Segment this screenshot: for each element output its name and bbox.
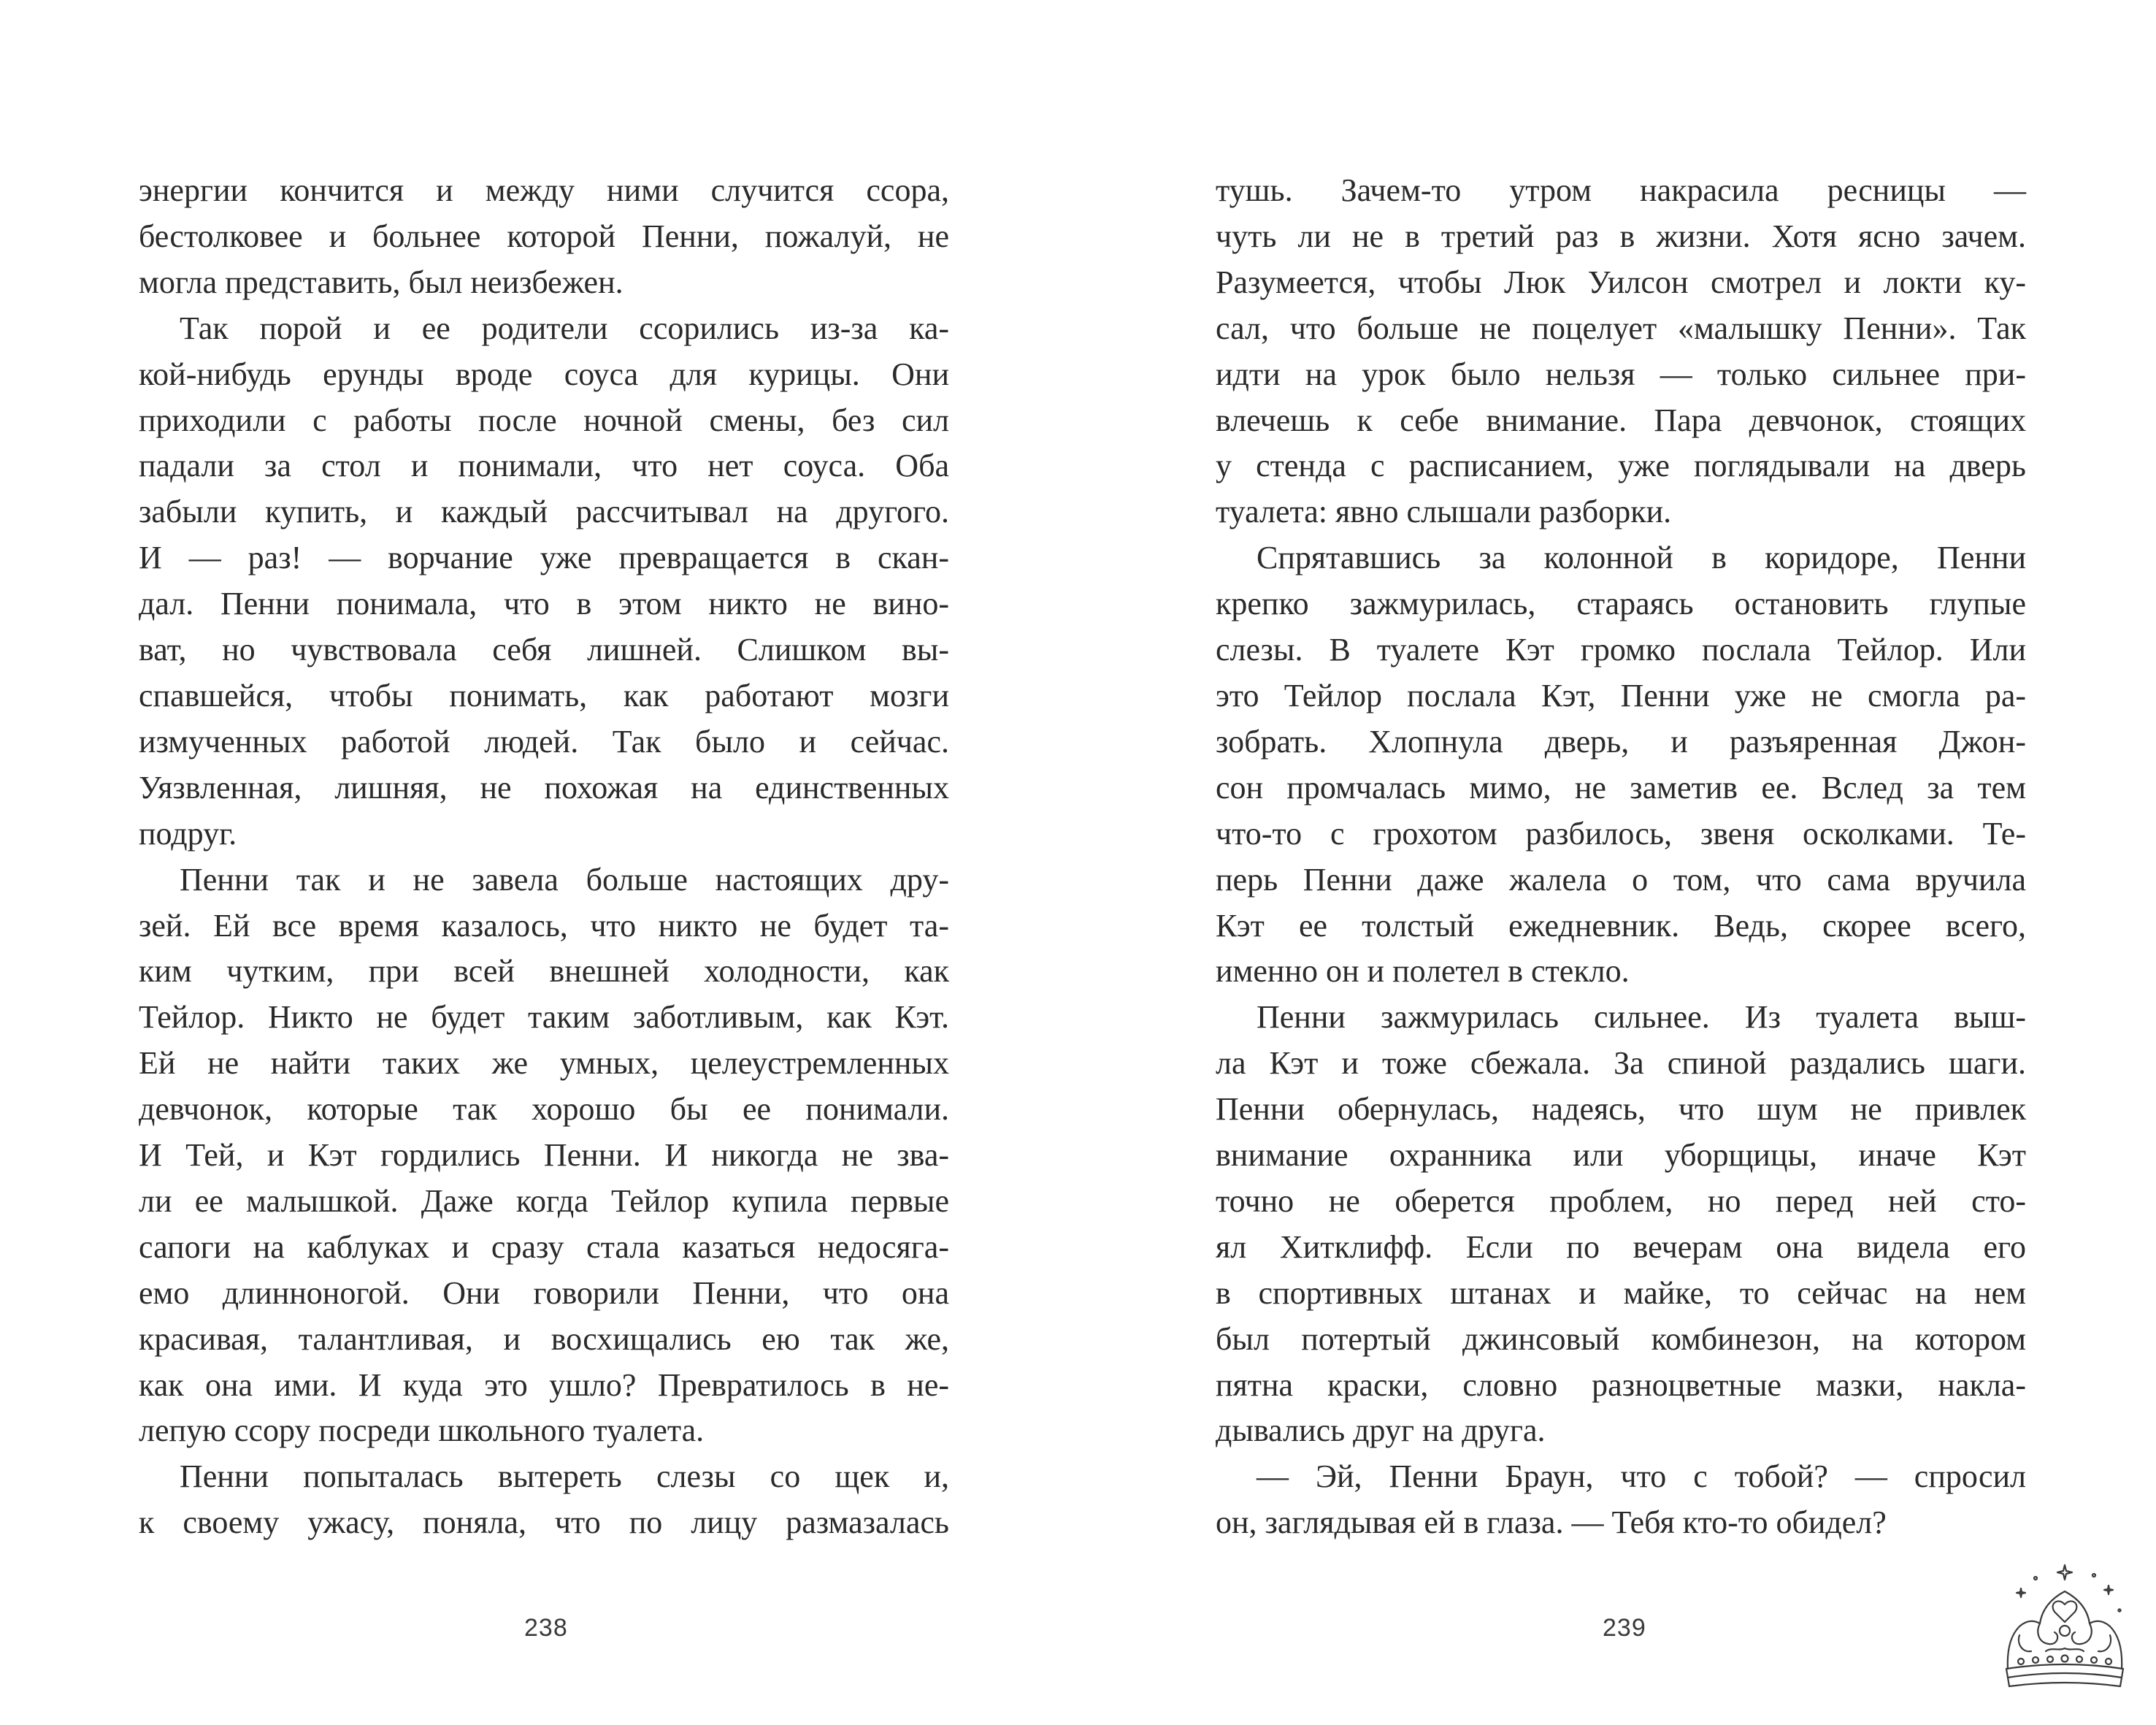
text-line: могла представить, был неизбежен. <box>139 264 624 300</box>
text-line: туалета: явно слышали разборки. <box>1216 494 1672 530</box>
text-line: сон промчалась мимо, не заметив ее. Вслед за тем <box>1216 769 2026 806</box>
text-line: сапоги на каблуках и сразу стала казаться недосяга- <box>139 1228 949 1265</box>
paragraph <box>139 306 949 857</box>
text-line: это Тейлор послала Кэт, Пенни уже не смогла ра- <box>1216 677 2026 714</box>
text-line: Пенни обернулась, надеясь, что шум не привлек <box>1216 1091 2026 1128</box>
text-line: идти на урок было нельзя — только сильнее при- <box>1216 356 2026 392</box>
right-page-number: 239 <box>1603 1614 1646 1642</box>
text-line: чуть ли не в третий раз в жизни. Хотя ясно зачем. <box>1216 218 2026 254</box>
text-line: влечешь к себе внимание. Пара девчонок, стоящих <box>1216 402 2026 438</box>
text-line: спавшейся, чтобы понимать, как работают мозги <box>139 677 949 714</box>
text-line: зобрать. Хлопнула дверь, и разъяренная Джон- <box>1216 723 2026 760</box>
text-line: ким чутким, при всей внешней холодности, как <box>139 953 949 990</box>
text-line: падали за стол и понимали, что нет соуса. Оба <box>139 448 949 484</box>
text-line: как она ими. И куда это ушло? Превратилось в не- <box>139 1366 949 1403</box>
text-line: И — раз! — ворчание уже превращается в скан- <box>139 540 949 576</box>
text-line: И Тей, и Кэт гордились Пенни. И никогда не зва- <box>139 1137 949 1174</box>
text-line: емо длинноногой. Они говорили Пенни, что она <box>139 1274 949 1311</box>
text-line: к своему ужасу, поняла, что по лицу размазалась <box>139 1504 949 1541</box>
paragraph <box>1216 168 2026 535</box>
tiara-icon <box>1992 1559 2138 1705</box>
text-line: был потертый джинсовый комбинезон, на котором <box>1216 1320 2026 1357</box>
text-line: Разумеется, чтобы Люк Уилсон смотрел и локти ку- <box>1216 264 2026 300</box>
text-line: Кэт ее толстый ежедневник. Ведь, скорее всего, <box>1216 907 2026 944</box>
text-line: кой-нибудь ерунды вроде соуса для курицы. Они <box>139 356 949 392</box>
text-line: зей. Ей все время казалось, что никто не будет та- <box>139 907 949 944</box>
text-line: Так порой и ее родители ссорились из-за ка- <box>180 310 949 346</box>
paragraph <box>1216 535 2026 995</box>
text-line: дывались друг на друга. <box>1216 1412 1546 1449</box>
paragraph <box>139 857 949 1455</box>
text-line: бестолковее и больнее которой Пенни, пожалуй, не <box>139 218 949 254</box>
text-line: энергии кончится и между ними случится ссора, <box>139 172 949 208</box>
text-line: Пенни зажмурилась сильнее. Из туалета выш- <box>1257 999 2026 1036</box>
text-line: Спрятавшись за колонной в коридоре, Пенни <box>1257 540 2026 576</box>
text-line: в спортивных штанах и майке, то сейчас на нем <box>1216 1274 2026 1311</box>
left-page-number: 238 <box>524 1614 568 1642</box>
text-line: у стенда с расписанием, уже поглядывали на дверь <box>1216 448 2026 484</box>
text-line: тушь. Зачем-то утром накрасила ресницы — <box>1216 172 2026 208</box>
text-line: красивая, талантливая, и восхищались ею так же, <box>139 1320 949 1357</box>
paragraph <box>1216 1454 2026 1546</box>
text-line: ли ее малышкой. Даже когда Тейлор купила первые <box>139 1182 949 1219</box>
text-line: подруг. <box>139 815 237 852</box>
text-line: он, заглядывая ей в глаза. — Тебя кто-то обидел? <box>1216 1504 1887 1541</box>
left-page-text <box>139 168 949 1546</box>
text-line: Пенни так и не завела больше настоящих дру- <box>180 861 949 898</box>
text-line: дал. Пенни понимала, что в этом никто не вино- <box>139 586 949 622</box>
text-line: ял Хитклифф. Если по вечерам она видела его <box>1216 1228 2026 1265</box>
text-line: лепую ссору посреди школьного туалета. <box>139 1412 705 1449</box>
text-line: именно он и полетел в стекло. <box>1216 953 1630 990</box>
text-line: приходили с работы после ночной смены, без сил <box>139 402 949 438</box>
text-line: перь Пенни даже жалела о том, что сама вручила <box>1216 861 2026 898</box>
text-line: слезы. В туалете Кэт громко послала Тейлор. Или <box>1216 632 2026 668</box>
text-line: Ей не найти таких же умных, целеустремленных <box>139 1045 949 1082</box>
text-line: что-то с грохотом разбилось, звеня осколками. Те- <box>1216 815 2026 852</box>
text-line: пятна краски, словно разноцветные мазки, накла- <box>1216 1366 2026 1403</box>
right-page-text <box>1216 168 2026 1546</box>
text-line: крепко зажмурилась, стараясь остановить глупые <box>1216 586 2026 622</box>
text-line: Уязвленная, лишняя, не похожая на единственных <box>139 769 949 806</box>
paragraph <box>139 168 949 306</box>
text-line: измученных работой людей. Так было и сейчас. <box>139 723 949 760</box>
paragraph <box>1216 995 2026 1454</box>
text-line: — Эй, Пенни Браун, что с тобой? — спросил <box>1257 1458 2026 1495</box>
text-line: ла Кэт и тоже сбежала. За спиной раздались шаги. <box>1216 1045 2026 1082</box>
text-line: девчонок, которые так хорошо бы ее понимали. <box>139 1091 949 1128</box>
text-line: забыли купить, и каждый рассчитывал на другого. <box>139 494 949 530</box>
text-line: Тейлор. Никто не будет таким заботливым, как Кэт. <box>139 999 949 1036</box>
text-line: точно не оберется проблем, но перед ней сто- <box>1216 1182 2026 1219</box>
text-line: внимание охранника или уборщицы, иначе Кэт <box>1216 1137 2026 1174</box>
text-line: Пенни попыталась вытереть слезы со щек и, <box>180 1458 949 1495</box>
text-line: ват, но чувствовала себя лишней. Слишком вы- <box>139 632 949 668</box>
text-line: сал, что больше не поцелует «малышку Пенни». Так <box>1216 310 2026 346</box>
paragraph <box>139 1454 949 1546</box>
